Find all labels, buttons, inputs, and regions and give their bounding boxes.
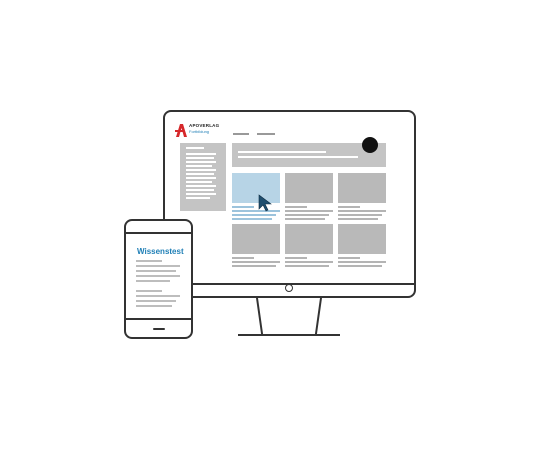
sidebar-line <box>186 181 212 183</box>
badge-circle <box>362 137 378 153</box>
apoverlag-logo-icon <box>175 124 187 137</box>
sidebar-line <box>186 147 204 149</box>
phone-text-line <box>136 305 172 307</box>
phone-text-line <box>136 300 176 302</box>
sidebar-line <box>186 165 212 167</box>
phone-bottom-divider <box>124 318 193 320</box>
home-button-icon <box>153 328 165 330</box>
phone-screen-title: Wissenstest <box>137 247 184 256</box>
monitor-base <box>238 334 340 336</box>
sidebar-line <box>186 185 216 187</box>
nav-item-placeholder[interactable] <box>257 133 275 135</box>
course-card-image[interactable] <box>338 173 386 203</box>
course-card-line <box>232 214 276 216</box>
sidebar-line <box>186 153 216 155</box>
sidebar-placeholder <box>180 143 226 211</box>
phone-text-line <box>136 275 180 277</box>
phone-text-line <box>136 265 180 267</box>
course-card-line <box>285 265 329 267</box>
course-card-line <box>285 210 333 212</box>
course-card-image[interactable] <box>285 173 333 203</box>
banner-line <box>238 156 358 158</box>
mobile-phone <box>124 219 193 339</box>
arrow-cursor-icon <box>258 194 274 212</box>
sidebar-line <box>186 161 216 163</box>
course-card-line <box>338 257 360 259</box>
logo-tagline: Fortbildung <box>189 129 210 134</box>
banner-line <box>238 151 326 153</box>
course-card-line <box>232 257 254 259</box>
course-card-image[interactable] <box>285 224 333 254</box>
phone-text-line <box>136 270 176 272</box>
course-card-line <box>232 261 280 263</box>
course-card-line <box>338 206 360 208</box>
course-card-line <box>285 218 325 220</box>
course-card-line <box>285 261 333 263</box>
sidebar-line <box>186 157 214 159</box>
course-card-line <box>232 206 254 208</box>
sidebar-line <box>186 189 214 191</box>
course-card-line <box>338 214 382 216</box>
course-card-line <box>338 218 378 220</box>
sidebar-line <box>186 193 216 195</box>
phone-text-line <box>136 290 162 292</box>
logo-name: APOVERLAG <box>189 123 220 128</box>
course-card-line <box>285 206 307 208</box>
course-card-line <box>232 218 272 220</box>
phone-text-line <box>136 295 180 297</box>
phone-text-line <box>136 260 162 262</box>
course-card-image[interactable] <box>232 224 280 254</box>
monitor-stand-right <box>315 298 322 334</box>
monitor-stand-left <box>256 298 263 334</box>
course-card-line <box>338 261 386 263</box>
course-card-line <box>338 210 386 212</box>
nav-item-placeholder[interactable] <box>233 133 249 135</box>
course-card-line <box>285 214 329 216</box>
sidebar-line <box>186 169 216 171</box>
phone-top-divider <box>124 232 193 234</box>
course-card-line <box>285 257 307 259</box>
power-button-icon <box>285 284 293 292</box>
course-card-line <box>338 265 382 267</box>
sidebar-line <box>186 177 216 179</box>
course-card-line <box>232 265 276 267</box>
course-card-image[interactable] <box>338 224 386 254</box>
phone-text-line <box>136 280 170 282</box>
sidebar-line <box>186 197 210 199</box>
sidebar-line <box>186 173 214 175</box>
